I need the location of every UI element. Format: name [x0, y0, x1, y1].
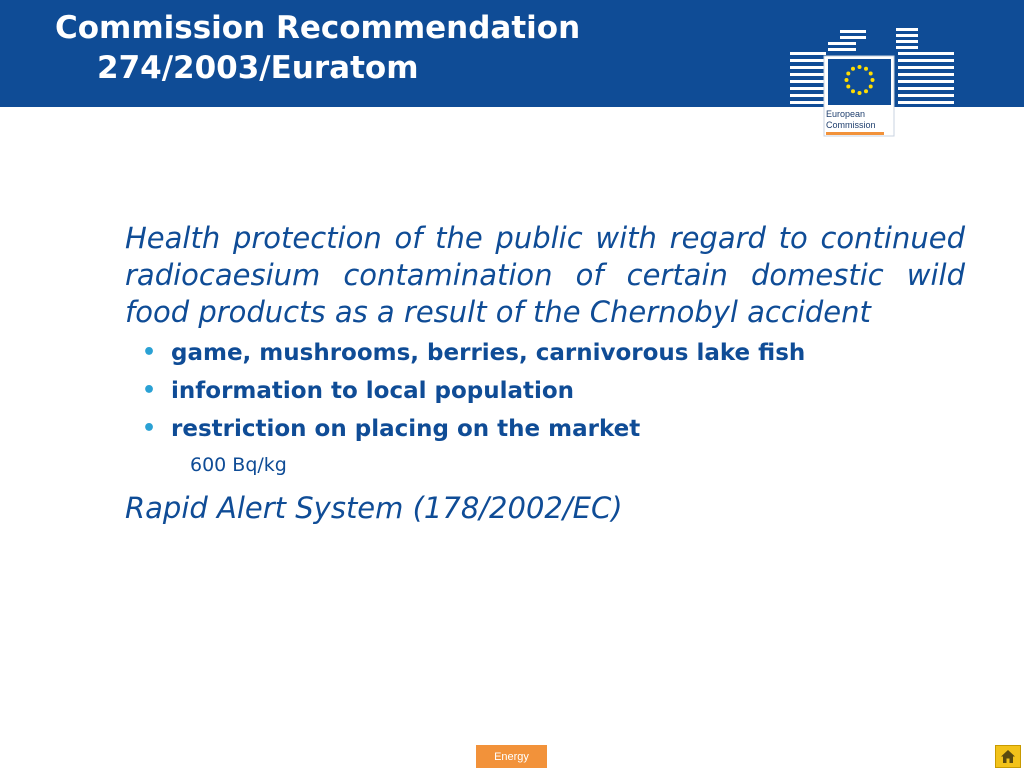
- title-line-1: Commission Recommendation: [55, 10, 581, 46]
- bullet-item: [125, 372, 965, 410]
- logo-text-line-2: Commission: [826, 120, 876, 130]
- european-commission-logo: [788, 24, 958, 138]
- home-icon: [1000, 749, 1016, 764]
- slide-title: [55, 8, 580, 88]
- bullet-text: game, mushrooms, berries, carnivorous lake fish: [171, 340, 806, 366]
- home-button[interactable]: [995, 745, 1021, 768]
- bullet-text: restriction on placing on the market: [171, 416, 641, 442]
- intro-paragraph: Health protection of the public with regard to continued radiocaesium contamination of certain domestic wild food products as a result of the Chernobyl accident: [125, 221, 965, 329]
- title-line-2: 274/2003/Euratom: [97, 50, 419, 86]
- logo-text: [826, 109, 888, 131]
- rapid-alert-line: Rapid Alert System (178/2002/EC): [125, 491, 623, 525]
- bullet-dot-icon: •: [142, 340, 157, 365]
- bullet-item: [125, 410, 965, 448]
- slide-body: [125, 220, 965, 528]
- bullet-dot-icon: •: [142, 378, 157, 403]
- energy-tab[interactable]: Energy: [476, 745, 547, 768]
- logo-text-line-1: European: [826, 109, 866, 119]
- bullet-list: [125, 334, 965, 448]
- bullet-dot-icon: •: [142, 416, 157, 441]
- bullet-text: information to local population: [171, 378, 575, 404]
- limit-value: 600 Bq/kg: [190, 454, 287, 476]
- bullet-item: [125, 334, 965, 372]
